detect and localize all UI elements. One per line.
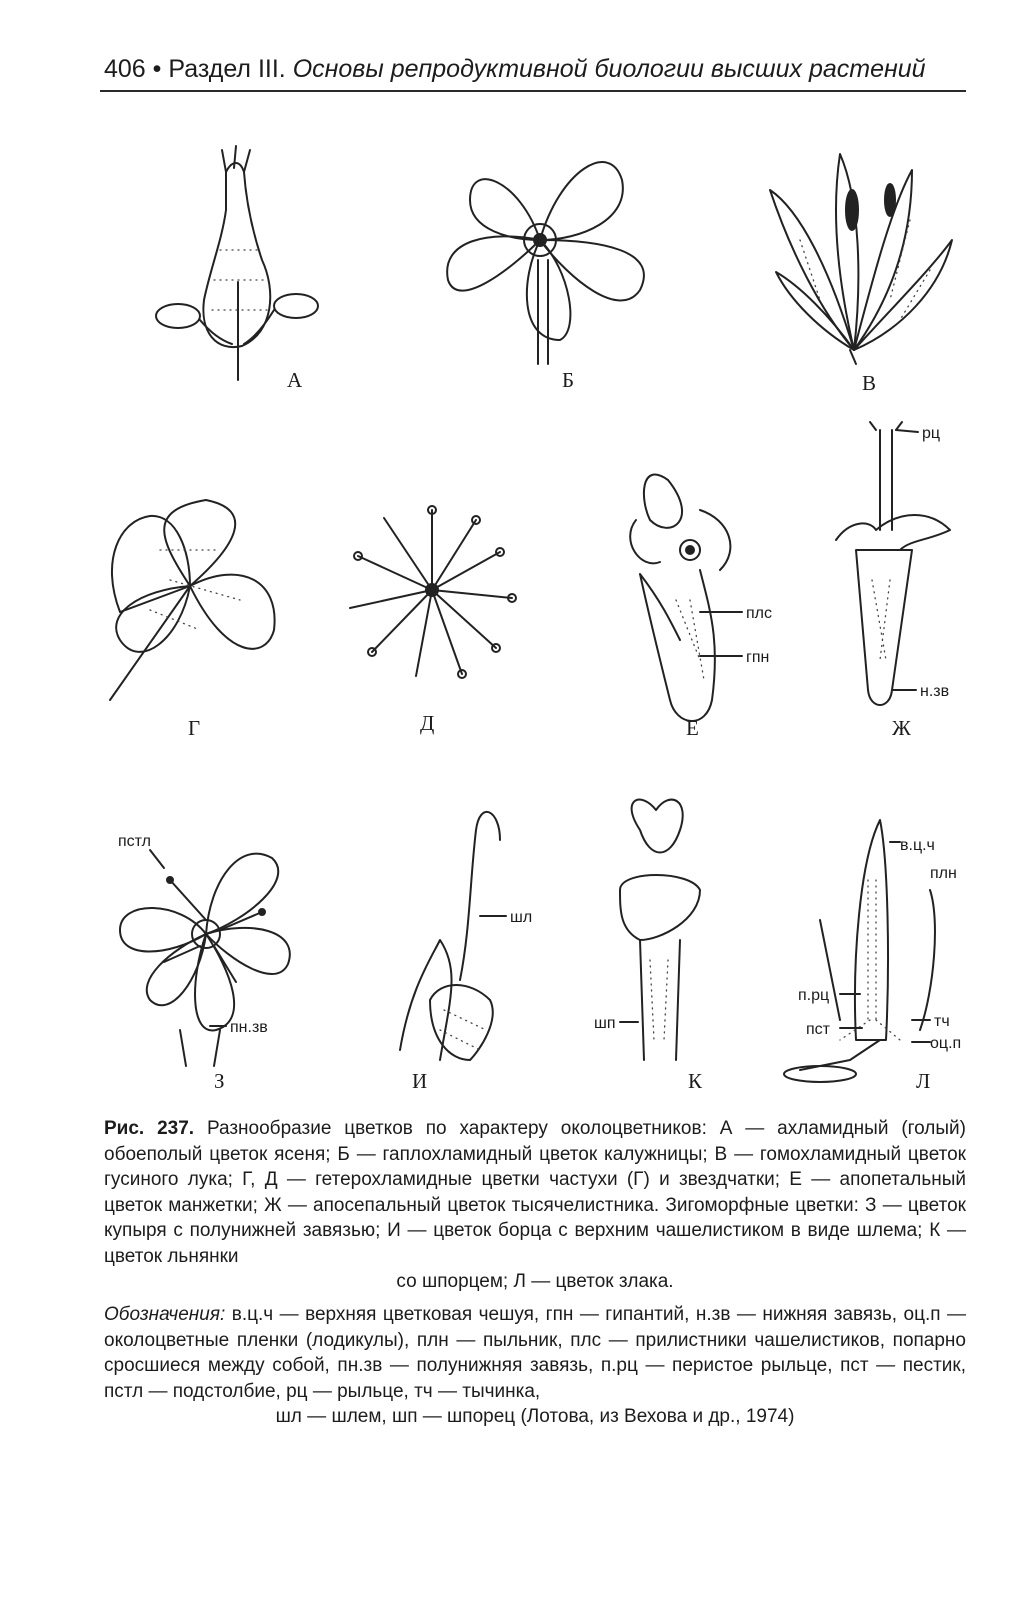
- flower-g: [110, 500, 275, 740]
- label-pstl: пстл: [118, 833, 151, 850]
- label-z: З: [214, 1069, 225, 1093]
- caption-text: Разнообразие цветков по характеру околоцветников: А — ахламидный (голый) обоеполый цветок ясеня; Б — гаплохламидный цветок калужницы; В — гомохламидный цветок гусиного лука; Г, Д — гетерохламидные цветки частухи (Г) и звездчатки; Е — апопетальный цветок манжетки; Ж — апосепальный цветок тысячелистника. Зигоморфные цветки: З — цветок купыря с полунижней завязью; И — цветок борца с верхним чашелистиком в виде шлема; К — цветок льнянки: [104, 1118, 966, 1267]
- caption-label: Рис. 237.: [104, 1118, 195, 1139]
- label-k: К: [688, 1069, 703, 1093]
- flower-v: [770, 154, 952, 395]
- flower-k: [594, 800, 703, 1093]
- label-shl: шл: [510, 909, 533, 926]
- label-otsp: оц.п: [930, 1035, 962, 1052]
- figure-237: [0, 100, 1031, 1100]
- page-number: 406: [104, 55, 146, 83]
- legend-label: Обозначения:: [104, 1304, 226, 1325]
- label-i: И: [412, 1069, 428, 1093]
- flower-z: [118, 833, 290, 1093]
- section-label: Раздел III.: [168, 55, 286, 83]
- label-shp: шп: [594, 1015, 616, 1032]
- label-vtsch: в.ц.ч: [900, 837, 935, 854]
- label-zh: Ж: [892, 716, 911, 740]
- legend-last-line: шл — шлем, шп — шпорец (Лотова, из Вехова и др., 1974): [275, 1406, 795, 1427]
- label-b: Б: [562, 368, 575, 392]
- label-pst: пст: [806, 1021, 830, 1038]
- page-header: [104, 52, 964, 86]
- flower-b: [447, 162, 644, 392]
- label-nzv: н.зв: [920, 683, 950, 700]
- label-l: Л: [916, 1069, 931, 1093]
- flower-zh: [836, 422, 950, 740]
- label-g: Г: [188, 716, 201, 740]
- label-gpn: гпн: [746, 649, 770, 666]
- label-prts: п.рц: [798, 987, 830, 1004]
- label-pnzv: пн.зв: [230, 1019, 268, 1036]
- label-rts: рц: [922, 425, 941, 442]
- label-v: В: [862, 371, 877, 395]
- flower-d: [350, 506, 516, 735]
- flower-e: [630, 475, 772, 740]
- figure-caption: [104, 1116, 966, 1295]
- label-tch: тч: [934, 1013, 950, 1030]
- header-rule: [100, 90, 966, 92]
- running-title: Основы репродуктивной биологии высших растений: [292, 55, 926, 83]
- label-pln: плн: [930, 865, 957, 882]
- legend-text: в.ц.ч — верхняя цветковая чешуя, гпн — гипантий, н.зв — нижняя завязь, оц.п — околоцветные пленки (лодикулы), плн — пыльник, плс — прилистники чашелистиков, попарно сросшиеся между собой, пн.зв — полунижняя завязь, п.рц — перистое рыльце, пст — пестик, пстл — подстолбие, рц — рыльце, тч — тычинка,: [104, 1304, 966, 1402]
- caption-last-line: со шпорцем; Л — цветок злака.: [396, 1271, 674, 1292]
- flower-i: [400, 812, 532, 1093]
- label-a: А: [287, 368, 303, 392]
- label-pls: плс: [746, 605, 772, 622]
- header-bullet: •: [152, 55, 162, 83]
- flower-l: [784, 820, 961, 1093]
- label-d: Д: [420, 711, 435, 735]
- figure-legend: [104, 1302, 966, 1430]
- label-e: Е: [686, 716, 699, 740]
- flower-a: [156, 146, 318, 392]
